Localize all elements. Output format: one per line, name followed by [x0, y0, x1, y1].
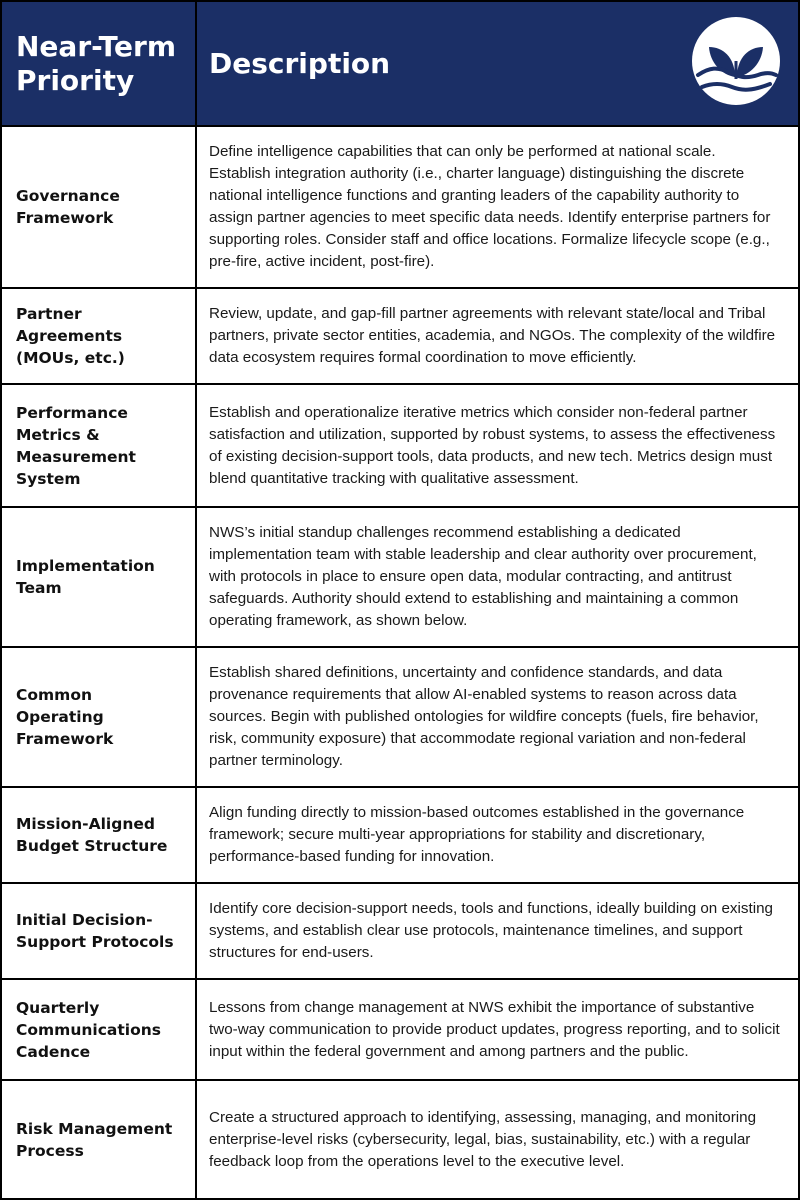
priority-cell: Governance Framework — [0, 127, 197, 289]
description-cell: Lessons from change management at NWS exhibit the importance of substantive two-way communication to provide product updates, progress reporting, and to solicit input within the federal government and among partners and the public. — [197, 980, 800, 1081]
priority-cell: Common Operating Framework — [0, 648, 197, 788]
description-cell: Create a structured approach to identifying, assessing, managing, and monitoring enterprise-level risks (cybersecurity, legal, bias, sustainability, etc.) with a regular feedback loop from the operations level to the executive level. — [197, 1081, 800, 1200]
priority-cell: Partner Agreements (MOUs, etc.) — [0, 289, 197, 385]
description-cell: Establish and operationalize iterative metrics which consider non-federal partner satisfaction and utilization, supported by robust systems, to assess the effectiveness of existing decision-support tools, data products, and new tech. Metrics design must blend quantitative tracking with qualitative assessment. — [197, 385, 800, 508]
description-cell: Review, update, and gap-fill partner agreements with relevant state/local and Tribal partners, private sector entities, academia, and NGOs. The complexity of the wildfire data ecosystem requires formal coordination to move efficiently. — [197, 289, 800, 385]
header-priority: Near-Term Priority — [0, 0, 197, 127]
table-row — [0, 648, 800, 788]
table-header — [0, 0, 800, 127]
description-cell: Identify core decision-support needs, tools and functions, ideally building on existing systems, and establish clear use protocols, maintenance timelines, and support structures for end-users. — [197, 884, 800, 980]
table-row — [0, 385, 800, 508]
priority-cell: Performance Metrics & Measurement System — [0, 385, 197, 508]
description-cell: Define intelligence capabilities that can only be performed at national scale. Establish integration authority (i.e., charter language) distinguishing the discrete national intelligence functions and granting leaders of the capability authority to assign partner agencies to meet specific data needs. Identify enterprise partners for supporting roles. Consider staff and office locations. Formalize lifecycle scope (e.g., pre-fire, active incident, post-fire). — [197, 127, 800, 289]
description-cell: NWS’s initial standup challenges recommend establishing a dedicated implementation team with stable leadership and clear authority over procurement, with protocols in place to ensure open data, modular contracting, and antitrust safeguards. Authority should extend to establishing and maintaining a common operating framework, as shown below. — [197, 508, 800, 648]
table-row — [0, 788, 800, 884]
table-row — [0, 980, 800, 1081]
table-row — [0, 127, 800, 289]
table-row — [0, 1081, 800, 1200]
table-row — [0, 508, 800, 648]
priority-cell: Risk Management Process — [0, 1081, 197, 1200]
table-row — [0, 289, 800, 385]
description-cell: Establish shared definitions, uncertainty and confidence standards, and data provenance requirements that allow AI-enabled systems to reason across data sources. Begin with published ontologies for wildfire concepts (fuels, fire behavior, risk, community exposure) that accommodate regional variation and non-federal partner terminology. — [197, 648, 800, 788]
priority-cell: Implementation Team — [0, 508, 197, 648]
seedling-water-icon — [692, 17, 780, 105]
table-row — [0, 884, 800, 980]
header-description: Description — [197, 0, 800, 127]
priority-cell: Quarterly Communications Cadence — [0, 980, 197, 1081]
priority-cell: Initial Decision-Support Protocols — [0, 884, 197, 980]
description-cell: Align funding directly to mission-based outcomes established in the governance framework; secure multi-year appropriations for stability and discretionary, performance-based funding for innovation. — [197, 788, 800, 884]
priority-cell: Mission-Aligned Budget Structure — [0, 788, 197, 884]
